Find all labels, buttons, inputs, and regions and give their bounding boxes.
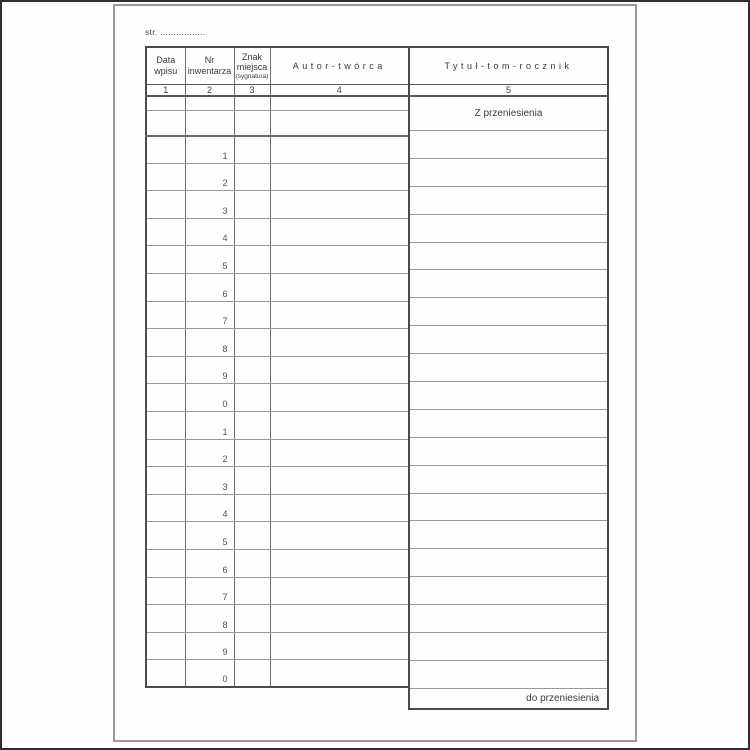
cell-data-wpisu (146, 660, 185, 688)
cell-nr-inwentarza-preprinted-digit: 7 (185, 577, 234, 605)
col-header-data-wpisu (146, 47, 185, 84)
cell-data-wpisu (146, 111, 185, 136)
title-row (409, 660, 608, 688)
cell-tytul (409, 409, 608, 437)
carry-over-row-a (146, 96, 409, 111)
cell-nr-inwentarza-preprinted-digit: 9 (185, 356, 234, 384)
inventory-row (146, 522, 409, 550)
cell-tytul (409, 326, 608, 354)
cell-data-wpisu (146, 384, 185, 412)
cell-tytul (409, 633, 608, 661)
form-page-border (113, 4, 637, 742)
cell-tytul (409, 270, 608, 298)
title-row (409, 465, 608, 493)
col-header-znak-miejsca-label: Znak miejsca (236, 51, 268, 72)
left-table-body (146, 96, 409, 688)
cell-autor (270, 136, 409, 164)
inventory-row (146, 632, 409, 660)
cell-autor (270, 494, 409, 522)
title-row (409, 521, 608, 549)
cell-nr-inwentarza-preprinted-digit: 9 (185, 632, 234, 660)
cell-data-wpisu (146, 273, 185, 301)
cell-autor (270, 522, 409, 550)
cell-znak-miejsca (234, 605, 270, 633)
cell-znak-miejsca (234, 660, 270, 688)
cell-nr-inwentarza-preprinted-digit: 6 (185, 549, 234, 577)
column-titles-row (146, 47, 409, 84)
cell-nr-inwentarza-preprinted-digit: 0 (185, 660, 234, 688)
cell-nr-inwentarza-preprinted-digit: 2 (185, 163, 234, 191)
title-row (409, 131, 608, 159)
carry-from-cell: Z przeniesienia (409, 96, 608, 131)
title-row (409, 549, 608, 577)
title-row (409, 298, 608, 326)
cell-znak-miejsca (234, 494, 270, 522)
title-row (409, 214, 608, 242)
title-row (409, 270, 608, 298)
cell-nr-inwentarza-preprinted-digit: 3 (185, 467, 234, 495)
cell-data-wpisu (146, 163, 185, 191)
cell-znak-miejsca (234, 218, 270, 246)
cell-tytul (409, 437, 608, 465)
cell-data-wpisu (146, 577, 185, 605)
cell-autor (270, 605, 409, 633)
cell-data-wpisu (146, 605, 185, 633)
cell-tytul (409, 660, 608, 688)
cell-znak-miejsca (234, 163, 270, 191)
cell-autor (270, 356, 409, 384)
column-index-row (409, 84, 608, 96)
cell-nr-inwentarza (185, 96, 234, 111)
inventory-row (146, 273, 409, 301)
column-index-row (146, 84, 409, 96)
cell-nr-inwentarza-preprinted-digit: 8 (185, 329, 234, 357)
cell-nr-inwentarza-preprinted-digit: 1 (185, 136, 234, 164)
cell-data-wpisu (146, 522, 185, 550)
cell-znak-miejsca (234, 96, 270, 111)
cell-autor (270, 96, 409, 111)
col-header-tytul-label: Tytuł-tom-rocznik (444, 60, 573, 71)
cell-nr-inwentarza-preprinted-digit: 3 (185, 191, 234, 219)
cell-nr-inwentarza-preprinted-digit: 4 (185, 494, 234, 522)
cell-tytul (409, 549, 608, 577)
cell-znak-miejsca (234, 384, 270, 412)
carry-to-row (409, 688, 608, 709)
cell-tytul (409, 605, 608, 633)
cell-nr-inwentarza-preprinted-digit: 4 (185, 218, 234, 246)
title-row (409, 158, 608, 186)
inventory-row (146, 494, 409, 522)
cell-znak-miejsca (234, 246, 270, 274)
carry-to-cell: do przeniesienia (409, 688, 608, 709)
cell-znak-miejsca (234, 549, 270, 577)
cell-autor (270, 246, 409, 274)
cell-data-wpisu (146, 136, 185, 164)
cell-autor (270, 218, 409, 246)
title-row (409, 354, 608, 382)
inventory-row (146, 549, 409, 577)
cell-znak-miejsca (234, 522, 270, 550)
col-header-nr-inwentarza (185, 47, 234, 84)
cell-tytul (409, 521, 608, 549)
inventory-table-right (408, 46, 609, 710)
cell-tytul (409, 577, 608, 605)
inventory-row (146, 301, 409, 329)
cell-znak-miejsca (234, 301, 270, 329)
inventory-row (146, 439, 409, 467)
cell-znak-miejsca (234, 111, 270, 136)
cell-tytul (409, 354, 608, 382)
right-table-footer (409, 688, 608, 709)
cell-data-wpisu (146, 439, 185, 467)
col-header-autor-tworca (270, 47, 409, 84)
cell-tytul (409, 242, 608, 270)
col-index-1: 1 (146, 84, 185, 96)
col-index-4: 4 (270, 84, 409, 96)
inventory-row (146, 411, 409, 439)
page-number-label: str. ................. (145, 27, 206, 37)
col-index-2: 2 (185, 84, 234, 96)
cell-nr-inwentarza-preprinted-digit: 8 (185, 605, 234, 633)
cell-data-wpisu (146, 494, 185, 522)
cell-autor (270, 577, 409, 605)
cell-tytul (409, 186, 608, 214)
cell-autor (270, 439, 409, 467)
title-row (409, 633, 608, 661)
title-row (409, 437, 608, 465)
inventory-row (146, 329, 409, 357)
cell-autor (270, 163, 409, 191)
cell-znak-miejsca (234, 467, 270, 495)
right-table-body (409, 131, 608, 689)
inventory-row (146, 136, 409, 164)
cell-tytul (409, 493, 608, 521)
cell-znak-miejsca (234, 356, 270, 384)
cell-nr-inwentarza-preprinted-digit: 7 (185, 301, 234, 329)
inventory-row (146, 384, 409, 412)
cell-data-wpisu (146, 632, 185, 660)
col-header-nr-inwentarza-label: Nr inwentarza (187, 55, 232, 76)
cell-znak-miejsca (234, 439, 270, 467)
col-header-autor-tworca-label: Autor-twórca (292, 60, 386, 71)
col-header-sygnatura-label: (sygnatura) (235, 72, 269, 80)
cell-data-wpisu (146, 549, 185, 577)
cell-autor (270, 273, 409, 301)
title-row (409, 326, 608, 354)
carry-over-row-b (146, 111, 409, 136)
title-row (409, 186, 608, 214)
cell-znak-miejsca (234, 191, 270, 219)
cell-znak-miejsca (234, 273, 270, 301)
inventory-row (146, 577, 409, 605)
right-table-header (409, 47, 608, 131)
title-row (409, 382, 608, 410)
cell-nr-inwentarza-preprinted-digit: 1 (185, 411, 234, 439)
column-titles-row (409, 47, 608, 84)
col-header-tytul (409, 47, 608, 84)
title-row (409, 577, 608, 605)
cell-data-wpisu (146, 218, 185, 246)
col-index-5: 5 (409, 84, 608, 96)
cell-nr-inwentarza (185, 111, 234, 136)
inventory-row (146, 163, 409, 191)
cell-data-wpisu (146, 191, 185, 219)
col-index-3: 3 (234, 84, 270, 96)
cell-autor (270, 301, 409, 329)
inventory-table-left (145, 46, 410, 688)
cell-data-wpisu (146, 301, 185, 329)
cell-nr-inwentarza-preprinted-digit: 2 (185, 439, 234, 467)
cell-data-wpisu (146, 356, 185, 384)
inventory-row (146, 246, 409, 274)
cell-data-wpisu (146, 467, 185, 495)
inventory-row (146, 660, 409, 688)
cell-tytul (409, 131, 608, 159)
title-row (409, 242, 608, 270)
cell-autor (270, 467, 409, 495)
cell-autor (270, 549, 409, 577)
inventory-row (146, 218, 409, 246)
title-row (409, 493, 608, 521)
cell-data-wpisu (146, 411, 185, 439)
carry-from-row (409, 96, 608, 131)
cell-autor (270, 384, 409, 412)
cell-tytul (409, 214, 608, 242)
cell-nr-inwentarza-preprinted-digit: 0 (185, 384, 234, 412)
cell-nr-inwentarza-preprinted-digit: 5 (185, 246, 234, 274)
cell-znak-miejsca (234, 577, 270, 605)
left-table-header (146, 47, 409, 96)
cell-znak-miejsca (234, 136, 270, 164)
title-row (409, 409, 608, 437)
cell-tytul (409, 158, 608, 186)
inventory-row (146, 356, 409, 384)
cell-autor (270, 632, 409, 660)
col-header-znak-miejsca (234, 47, 270, 84)
cell-autor (270, 411, 409, 439)
cell-znak-miejsca (234, 632, 270, 660)
cell-tytul (409, 298, 608, 326)
inventory-row (146, 605, 409, 633)
cell-data-wpisu (146, 96, 185, 111)
cell-nr-inwentarza-preprinted-digit: 6 (185, 273, 234, 301)
inventory-row (146, 191, 409, 219)
inventory-row (146, 467, 409, 495)
cell-data-wpisu (146, 246, 185, 274)
cell-znak-miejsca (234, 411, 270, 439)
cell-nr-inwentarza-preprinted-digit: 5 (185, 522, 234, 550)
cell-tytul (409, 382, 608, 410)
cell-autor (270, 111, 409, 136)
title-row (409, 605, 608, 633)
cell-tytul (409, 465, 608, 493)
col-header-data-wpisu-label: Data wpisu (154, 55, 178, 76)
cell-data-wpisu (146, 329, 185, 357)
cell-autor (270, 191, 409, 219)
cell-autor (270, 329, 409, 357)
cell-znak-miejsca (234, 329, 270, 357)
cell-autor (270, 660, 409, 688)
